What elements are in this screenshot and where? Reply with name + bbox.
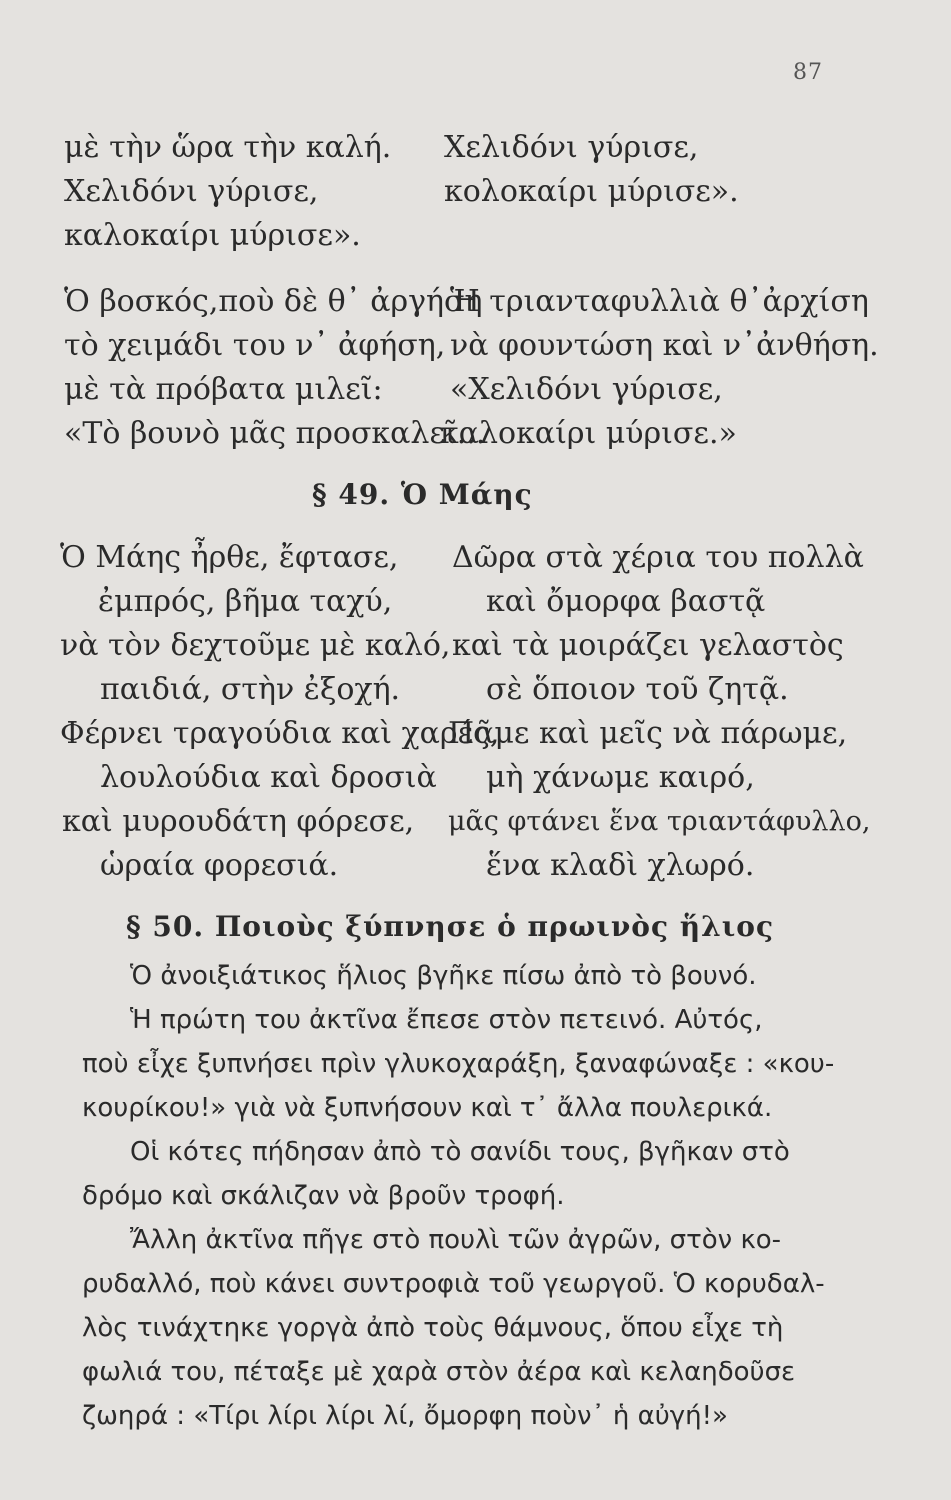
poem-line: νὰ φουντώση καὶ ν᾽ἀνθήση. xyxy=(450,328,879,363)
poem-line: καὶ τὰ μοιράζει γελαστὸς xyxy=(452,628,844,663)
poem-line: «Χελιδόνι γύρισε, xyxy=(450,372,723,407)
prose-line: λὸς τινάχτηκε γοργὰ ἀπὸ τοὺς θάμνους, ὅπου εἶχε τὴ xyxy=(82,1313,784,1343)
poem-line: μὴ χάνωμε καιρό, xyxy=(486,760,755,795)
prose-line: Ὁ ἀνοιξιάτικος ἥλιος βγῆκε πίσω ἀπὸ τὸ βουνό. xyxy=(130,961,757,991)
poem-line: καλοκαίρι μύρισε». xyxy=(64,218,361,253)
poem-line: μᾶς φτάνει ἕνα τριαντάφυλλο, xyxy=(448,806,871,837)
poem-line: τὸ χειμάδι του ν᾽ ἀφήση, xyxy=(64,328,446,363)
poem-line: Ὁ Μάης ἦρθε, ἔφτασε, xyxy=(60,540,399,575)
poem-line: «Τὸ βουνὸ μᾶς προσκαλεῖ... xyxy=(64,416,486,451)
prose-line: φωλιά του, πέταξε μὲ χαρὰ στὸν ἀέρα καὶ κελαηδοῦσε xyxy=(82,1357,796,1387)
poem-line: σὲ ὅποιον τοῦ ζητᾷ. xyxy=(486,672,789,707)
prose-line: Ἄλλη ἀκτῖνα πῆγε στὸ πουλὶ τῶν ἀγρῶν, στὸν κο- xyxy=(130,1225,782,1255)
poem-line: Ὁ βοσκός,ποὺ δὲ θ᾽ ἀργήση xyxy=(64,284,483,319)
poem-line: Ἡ τριανταφυλλιὰ θ᾽ἀρχίση xyxy=(450,284,869,319)
poem-line: μὲ τὰ πρόβατα μιλεῖ: xyxy=(64,372,383,407)
prose-line: ποὺ εἶχε ξυπνήσει πρὶν γλυκοχαράξη, ξαναφώναξε : «κου- xyxy=(82,1049,835,1079)
prose-line: Ἡ πρώτη του ἀκτῖνα ἔπεσε στὸν πετεινό. Αὐτός, xyxy=(130,1005,763,1035)
poem-line: Φέρνει τραγούδια καὶ χαρές, xyxy=(60,716,500,751)
poem-line: παιδιά, στὴν ἐξοχή. xyxy=(100,672,401,707)
page-number: 87 xyxy=(793,60,823,85)
prose-line: κουρίκου!» γιὰ νὰ ξυπνήσουν καὶ τ᾽ ἄλλα πουλερικά. xyxy=(82,1093,773,1123)
poem-line: καλοκαίρι μύρισε.» xyxy=(440,416,737,451)
section-heading: § 49. Ὁ Μάης xyxy=(312,478,533,511)
prose-line: ρυδαλλό, ποὺ κάνει συντροφιὰ τοῦ γεωργοῦ. Ὁ κορυδαλ- xyxy=(82,1269,825,1299)
poem-line: καὶ μυρουδάτη φόρεσε, xyxy=(62,804,415,839)
poem-line: μὲ τὴν ὥρα τὴν καλή. xyxy=(64,130,392,165)
poem-line: νὰ τὸν δεχτοῦμε μὲ καλό, xyxy=(60,628,451,663)
prose-line: Οἱ κότες πήδησαν ἀπὸ τὸ σανίδι τους, βγῆκαν στὸ xyxy=(130,1137,790,1167)
poem-line: ἐμπρός, βῆμα ταχύ, xyxy=(98,584,393,619)
poem-line: κολοκαίρι μύρισε». xyxy=(444,174,739,209)
poem-line: Χελιδόνι γύρισε, xyxy=(64,174,319,209)
poem-line: καὶ ὄμορφα βαστᾷ xyxy=(486,584,766,619)
poem-line: ἕνα κλαδὶ χλωρό. xyxy=(486,848,755,883)
poem-line: λουλούδια καὶ δροσιὰ xyxy=(100,760,437,795)
section-heading: § 50. Ποιοὺς ξύπνησε ὁ πρωινὸς ἥλιος xyxy=(126,910,775,943)
poem-line: ὡραία φορεσιά. xyxy=(100,848,339,883)
poem-line: Πᾶμε καὶ μεῖς νὰ πάρωμε, xyxy=(448,716,848,751)
poem-line: Δῶρα στὰ χέρια του πολλὰ xyxy=(452,540,864,575)
prose-line: ζωηρά : «Τίρι λίρι λίρι λί, ὄμορφη ποὺν᾽ ἡ αὐγή!» xyxy=(82,1401,728,1431)
poem-line: Χελιδόνι γύρισε, xyxy=(444,130,699,165)
prose-line: δρόμο καὶ σκάλιζαν νὰ βροῦν τροφή. xyxy=(82,1181,565,1211)
